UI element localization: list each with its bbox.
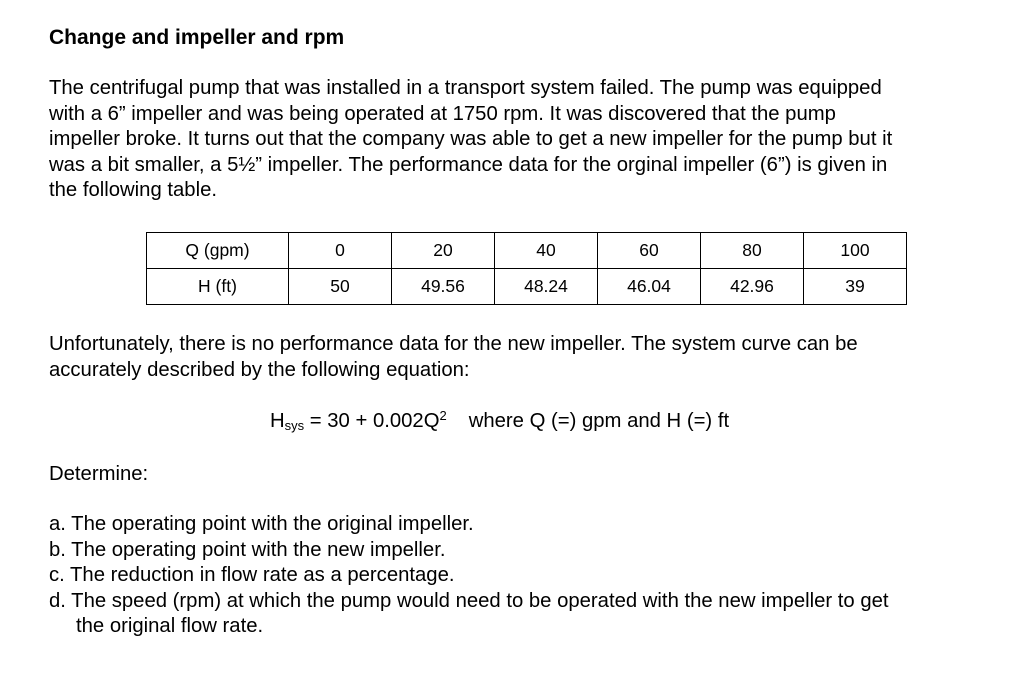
equation-units: where Q (=) gpm and H (=) ft xyxy=(468,410,730,432)
system-line: Unfortunately, there is no performance data for the new impeller. The system curve can be xyxy=(49,333,858,355)
task-d-continuation: the original flow rate. xyxy=(76,615,264,638)
table-cell: 20 xyxy=(392,233,495,269)
table-cell: 40 xyxy=(495,233,598,269)
table-row-flow xyxy=(147,233,907,269)
table-cell: 42.96 xyxy=(701,269,804,305)
performance-table xyxy=(146,232,907,305)
row-header-head: H (ft) xyxy=(147,269,289,305)
intro-line: was a bit smaller, a 5½” impeller. The performance data for the orginal impeller (6”) is given in xyxy=(49,153,888,176)
task-list xyxy=(49,512,889,640)
page-title: Change and impeller and rpm xyxy=(49,26,345,49)
task-d xyxy=(49,589,889,640)
system-paragraph xyxy=(49,332,858,383)
table-cell: 49.56 xyxy=(392,269,495,305)
table-cell: 80 xyxy=(701,233,804,269)
determine-label: Determine: xyxy=(49,463,149,485)
system-curve-equation xyxy=(270,408,729,434)
equation-lhs-subscript: sys xyxy=(284,418,305,433)
table-cell: 0 xyxy=(289,233,392,269)
intro-line: the following table. xyxy=(49,179,217,202)
task-a: a. The operating point with the original impeller. xyxy=(49,513,474,535)
table-cell: 46.04 xyxy=(598,269,701,305)
intro-line: impeller broke. It turns out that the company was able to get a new impeller for the pump but it xyxy=(49,128,893,151)
table-row-head xyxy=(147,269,907,305)
table-cell: 60 xyxy=(598,233,701,269)
intro-line: The centrifugal pump that was installed in a transport system failed. The pump was equipped xyxy=(49,77,882,99)
task-d-text: d. The speed (rpm) at which the pump would need to be operated with the new impeller to get xyxy=(49,589,889,612)
system-line: accurately described by the following equation: xyxy=(49,358,470,381)
equation-exponent: 2 xyxy=(439,408,447,423)
task-b: b. The operating point with the new impeller. xyxy=(49,538,446,561)
task-c: c. The reduction in flow rate as a percentage. xyxy=(49,564,455,587)
intro-paragraph xyxy=(49,76,892,204)
table-cell: 39 xyxy=(804,269,907,305)
table-cell: 50 xyxy=(289,269,392,305)
table-cell: 48.24 xyxy=(495,269,598,305)
equation-rhs: = 30 + 0.002Q xyxy=(304,410,440,432)
intro-line: with a 6” impeller and was being operated at 1750 rpm. It was discovered that the pump xyxy=(49,102,836,125)
row-header-flow: Q (gpm) xyxy=(147,233,289,269)
equation-lhs: H xyxy=(270,410,285,432)
table-cell: 100 xyxy=(804,233,907,269)
